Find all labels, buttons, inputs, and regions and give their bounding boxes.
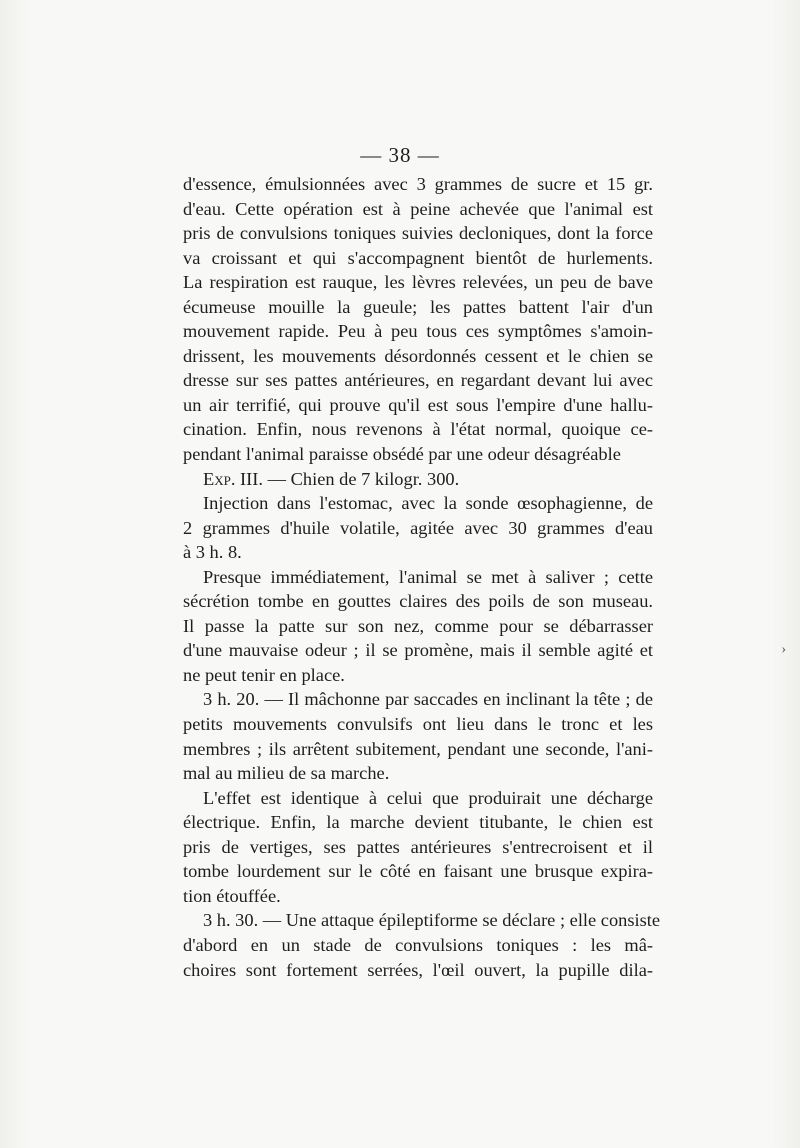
text-line: un air terrifié, qui prouve qu'il est sous l'empire d'une hallu- bbox=[183, 394, 653, 415]
text-line: d'abord en un stade de convulsions toniques : les mâ- bbox=[183, 934, 653, 955]
text-line: 3 h. 20. — Il mâchonne par saccades en inclinant la tête ; de bbox=[203, 689, 653, 710]
text-line: mal au milieu de sa marche. bbox=[183, 763, 390, 784]
text-line: écumeuse mouille la gueule; les pattes battent l'air d'un bbox=[183, 296, 653, 317]
text-line: membres ; ils arrêtent subitement, pendant une seconde, l'ani- bbox=[183, 738, 653, 759]
text-line: cination. Enfin, nous revenons à l'état normal, quoique ce- bbox=[183, 419, 653, 440]
text-line: pendant l'animal paraisse obsédé par une odeur désagréable bbox=[183, 444, 621, 465]
text-line: sécrétion tombe en gouttes claires des poils de son museau. bbox=[183, 591, 653, 612]
text-line: ne peut tenir en place. bbox=[183, 664, 345, 685]
text-line: 2 grammes d'huile volatile, agitée avec 30 grammes d'eau bbox=[183, 517, 653, 538]
text-line: tombe lourdement sur le côté en faisant une brusque expira- bbox=[183, 861, 653, 882]
experiment-label: Exp. III. bbox=[203, 468, 264, 489]
text-line: dresse sur ses pattes antérieures, en regardant devant lui avec bbox=[183, 370, 653, 391]
text-line: pris de convulsions toniques suivies decloniques, dont la force bbox=[183, 223, 653, 244]
text-line: mouvement rapide. Peu à peu tous ces symptômes s'amoin- bbox=[183, 321, 653, 342]
text-line: d'une mauvaise odeur ; il se promène, mais il semble agité et bbox=[183, 640, 653, 661]
text-line: tion étouffée. bbox=[183, 885, 281, 906]
text-line: pris de vertiges, ses pattes antérieures s'entrecroisent et il bbox=[183, 836, 653, 857]
text-line: choires sont fortement serrées, l'œil ouvert, la pupille dila- bbox=[183, 959, 653, 980]
text-line: Il passe la patte sur son nez, comme pour se débarrasser bbox=[183, 615, 653, 636]
page-number: — 38 — bbox=[360, 143, 440, 167]
margin-mark: › bbox=[781, 642, 786, 657]
text-line: 3 h. 30. — Une attaque épileptiforme se déclare ; elle consiste bbox=[203, 910, 661, 931]
text-line: d'essence, émulsionnées avec 3 grammes de sucre et 15 gr. bbox=[183, 174, 653, 194]
text-line: à 3 h. 8. bbox=[183, 542, 242, 563]
text-line: La respiration est rauque, les lèvres relevées, un peu de bave bbox=[183, 272, 653, 293]
text-line: va croissant et qui s'accompagnent bientôt de hurlements. bbox=[183, 247, 653, 268]
text-line: électrique. Enfin, la marche devient titubante, le chien est bbox=[183, 812, 653, 833]
experiment-subject: — Chien de 7 kilogr. 300. bbox=[263, 468, 460, 489]
text-line: d'eau. Cette opération est à peine achevée que l'animal est bbox=[183, 198, 653, 219]
text-line: petits mouvements convulsifs ont lieu dans le tronc et les bbox=[183, 714, 653, 735]
text-line: L'effet est identique à celui que produirait une décharge bbox=[203, 787, 653, 808]
experiment-heading bbox=[183, 467, 653, 492]
text-line: drissent, les mouvements désordonnés cessent et le chien se bbox=[183, 345, 653, 366]
text-line: Injection dans l'estomac, avec la sonde œsophagienne, de bbox=[203, 493, 653, 514]
body-text bbox=[183, 172, 661, 982]
text-line: Presque immédiatement, l'animal se met à saliver ; cette bbox=[203, 566, 653, 587]
